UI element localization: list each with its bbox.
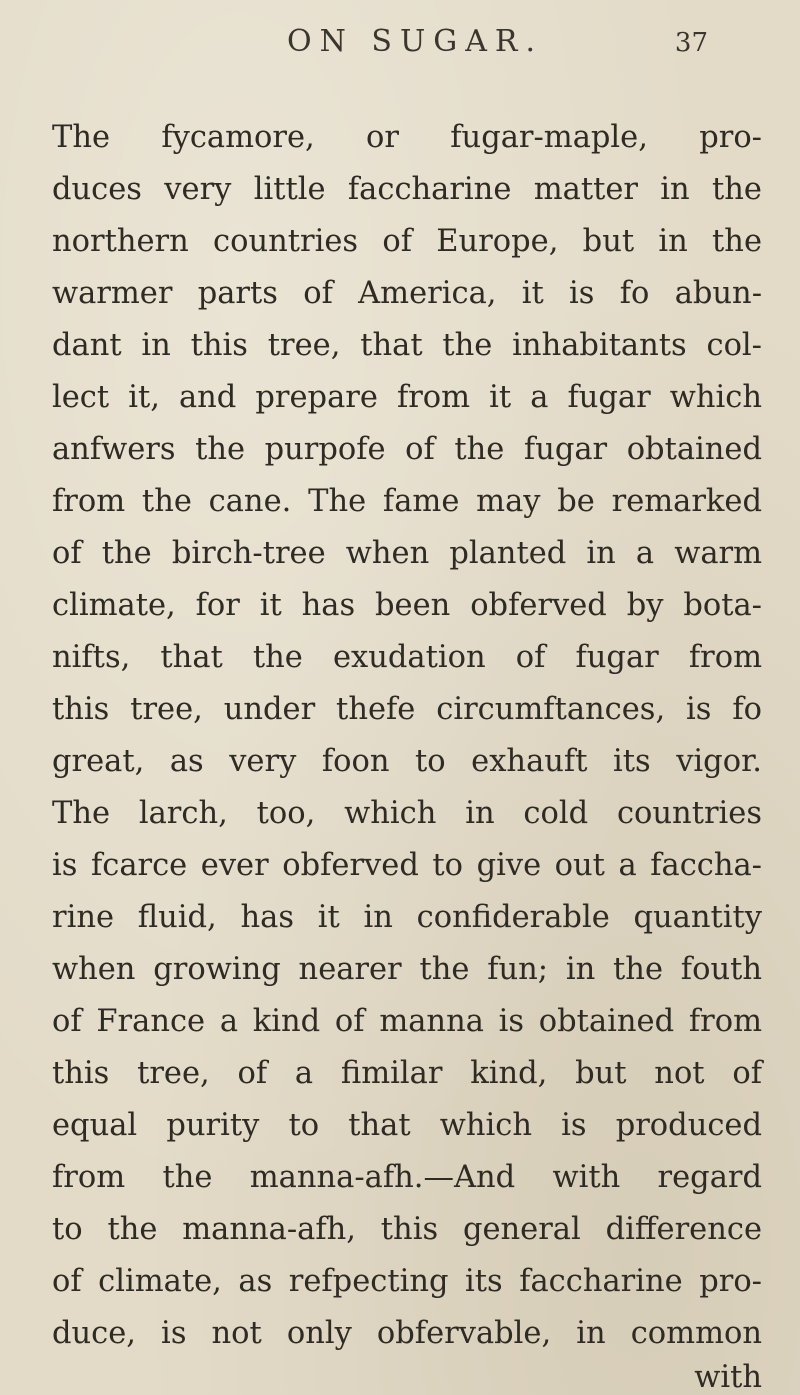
text-line: lect it, and prepare from it a fugar which [52, 380, 762, 415]
text-line: of France a kind of manna is obtained from [52, 1004, 762, 1039]
text-line: rine fluid, has it in confiderable quantity [52, 900, 762, 935]
text-line: of the birch-tree when planted in a warm [52, 536, 762, 571]
text-line: northern countries of Europe, but in the [52, 224, 762, 259]
running-title: ON SUGAR. [287, 24, 543, 59]
catchword: with [694, 1360, 762, 1395]
text-line: of climate, as refpecting its faccharine pro- [52, 1264, 762, 1299]
text-line: to the manna-afh, this general difference [52, 1212, 762, 1247]
text-line: when growing nearer the fun; in the fouth [52, 952, 762, 987]
text-line: great, as very foon to exhauft its vigor. [52, 744, 762, 779]
text-line: duces very little faccharine matter in the [52, 172, 762, 207]
running-head [0, 24, 800, 64]
text-line: nifts, that the exudation of fugar from [52, 640, 762, 675]
text-line: dant in this tree, that the inhabitants col- [52, 328, 762, 363]
text-line: warmer parts of America, it is fo abun- [52, 276, 762, 311]
text-line: from the manna-afh.—And with regard [52, 1160, 762, 1195]
text-line: duce, is not only obfervable, in common [52, 1316, 762, 1351]
text-line: is fcarce ever obferved to give out a faccha- [52, 848, 762, 883]
page-number: 37 [674, 28, 708, 58]
text-line: equal purity to that which is produced [52, 1108, 762, 1143]
text-line: this tree, under thefe circumftances, is fo [52, 692, 762, 727]
text-line: The larch, too, which in cold countries [52, 796, 762, 831]
text-line: climate, for it has been obferved by bota- [52, 588, 762, 623]
text-line: anfwers the purpofe of the fugar obtained [52, 432, 762, 467]
text-line: The fycamore, or fugar-maple, pro- [52, 120, 762, 155]
text-line: this tree, of a fimilar kind, but not of [52, 1056, 762, 1091]
text-line: from the cane. The fame may be remarked [52, 484, 762, 519]
